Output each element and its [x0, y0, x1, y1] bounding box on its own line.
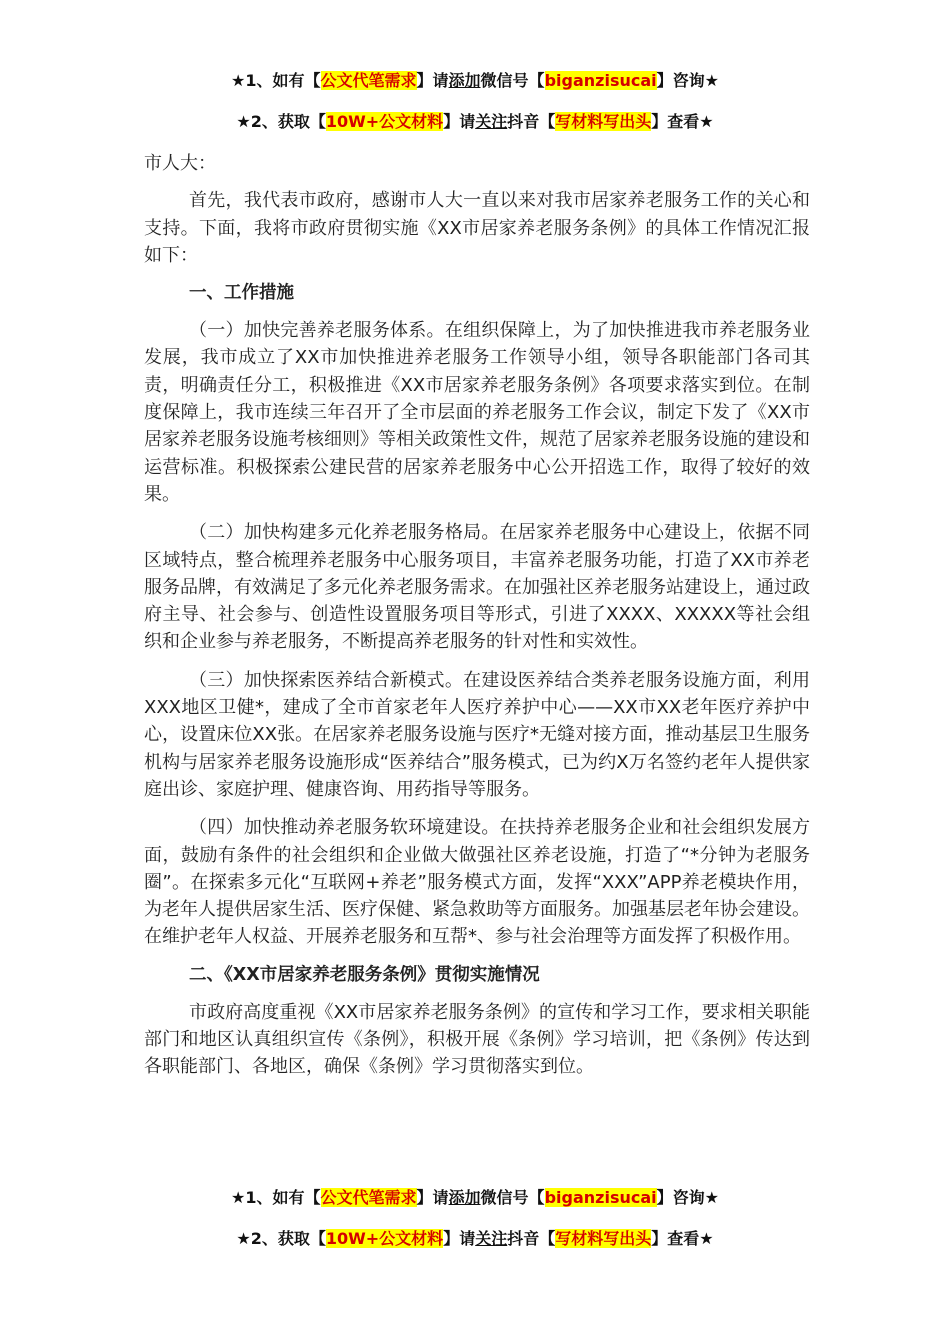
- paragraph-4: （四）加快推动养老服务软环境建设。在扶持养老服务企业和社会组织发展方面，鼓励有条件的社会组织和企业做大做强社区养老设施，打造了“*分钟为老服务圈”。在探索多元化“互联网+养老”服务模式方面，发挥“XXX”APP养老模块作用，为老年人提供居家生活、医疗保健、紧急救助等方面服务。加强基层老年协会建设。在维护老年人权益、开展养老服务和互帮*、参与社会治理等方面发挥了积极作用。: [144, 817, 810, 948]
- promo-highlight: 写材料写出头: [555, 112, 652, 131]
- promo-text: 】查看★: [651, 112, 714, 131]
- promo-line-1-top: [0, 70, 950, 92]
- promo-underline: 关注: [475, 112, 508, 131]
- promo-text: 微信号【: [480, 1188, 545, 1207]
- promo-text: ★1、如有【: [231, 71, 321, 90]
- greeting: 市人大：: [144, 153, 216, 174]
- promo-text: 】请: [443, 112, 476, 131]
- promo-underline: 添加: [448, 1188, 481, 1207]
- promo-highlight: 公文代笔需求: [320, 1188, 417, 1207]
- promo-highlight: 10W+公文材料: [325, 1229, 444, 1248]
- promo-text: ★2、获取【: [236, 1229, 326, 1248]
- promo-text: 】咨询★: [656, 1188, 719, 1207]
- promo-line-2-bottom: [0, 1228, 950, 1250]
- paragraph-2: （二）加快构建多元化养老服务格局。在居家养老服务中心建设上，依据不同区域特点，整合梳理养老服务中心服务项目，丰富养老服务功能，打造了XX市养老服务品牌，有效满足了多元化养老服务需求。在加强社区养老服务站建设上，通过政府主导、社会参与、创造性设置服务项目等形式，引进了XXXX、XXXXX等社会组织和企业参与养老服务，不断提高养老服务的针对性和实效性。: [144, 522, 810, 653]
- promo-text: 】请: [416, 71, 449, 90]
- promo-line-2-top: [0, 111, 950, 133]
- promo-underline: 添加: [448, 71, 481, 90]
- promo-highlight: biganzisucai: [544, 1188, 657, 1207]
- paragraph-1: （一）加快完善养老服务体系。在组织保障上，为了加快推进我市养老服务业发展，我市成立了XX市加快推进养老服务工作领导小组，领导各职能部门各司其责，明确责任分工，积极推进《XX市居家养老服务条例》各项要求落实到位。在制度保障上，我市连续三年召开了全市层面的养老服务工作会议，制定下发了《XX市居家养老服务设施考核细则》等相关政策性文件，规范了居家养老服务设施的建设和运营标准。积极探索公建民营的居家养老服务中心公开招选工作，取得了较好的效果。: [144, 320, 810, 505]
- paragraph-3: （三）加快探索医养结合新模式。在建设医养结合类养老服务设施方面，利用XXX地区卫健*，建成了全市首家老年人医疗养护中心——XX市XX老年医疗养护中心，设置床位XX张。在居家养老服务设施与医疗*无缝对接方面，推动基层卫生服务机构与居家养老服务设施形成“医养结合”服务模式，已为约X万名签约老年人提供家庭出诊、家庭护理、健康咨询、用药指导等服务。: [144, 669, 810, 800]
- section-heading-2: 二、《XX市居家养老服务条例》贯彻实施情况: [189, 964, 540, 985]
- promo-highlight: biganzisucai: [544, 71, 657, 90]
- section-heading-1: 一、工作措施: [189, 283, 294, 304]
- paragraph-5: 市政府高度重视《XX市居家养老服务条例》的宣传和学习工作，要求相关职能部门和地区认真组织宣传《条例》，积极开展《条例》学习培训，把《条例》传达到各职能部门、各地区，确保《条例》学习贯彻落实到位。: [144, 1001, 810, 1078]
- promo-text: 抖音【: [507, 1229, 556, 1248]
- promo-text: 】咨询★: [656, 71, 719, 90]
- promo-text: ★1、如有【: [231, 1188, 321, 1207]
- promo-text: 】请: [416, 1188, 449, 1207]
- promo-text: 】查看★: [651, 1229, 714, 1248]
- promo-line-1-bottom: [0, 1187, 950, 1209]
- promo-text: 抖音【: [507, 112, 556, 131]
- promo-highlight: 写材料写出头: [555, 1229, 652, 1248]
- promo-highlight: 公文代笔需求: [320, 71, 417, 90]
- document-body: [144, 150, 810, 1092]
- intro-paragraph: 首先，我代表市政府，感谢市人大一直以来对我市居家养老服务工作的关心和支持。下面，我将市政府贯彻实施《XX市居家养老服务条例》的具体工作情况汇报如下：: [144, 190, 810, 266]
- promo-text: 】请: [443, 1229, 476, 1248]
- promo-text: 微信号【: [480, 71, 545, 90]
- promo-text: ★2、获取【: [236, 112, 326, 131]
- promo-highlight: 10W+公文材料: [325, 112, 444, 131]
- promo-underline: 关注: [475, 1229, 508, 1248]
